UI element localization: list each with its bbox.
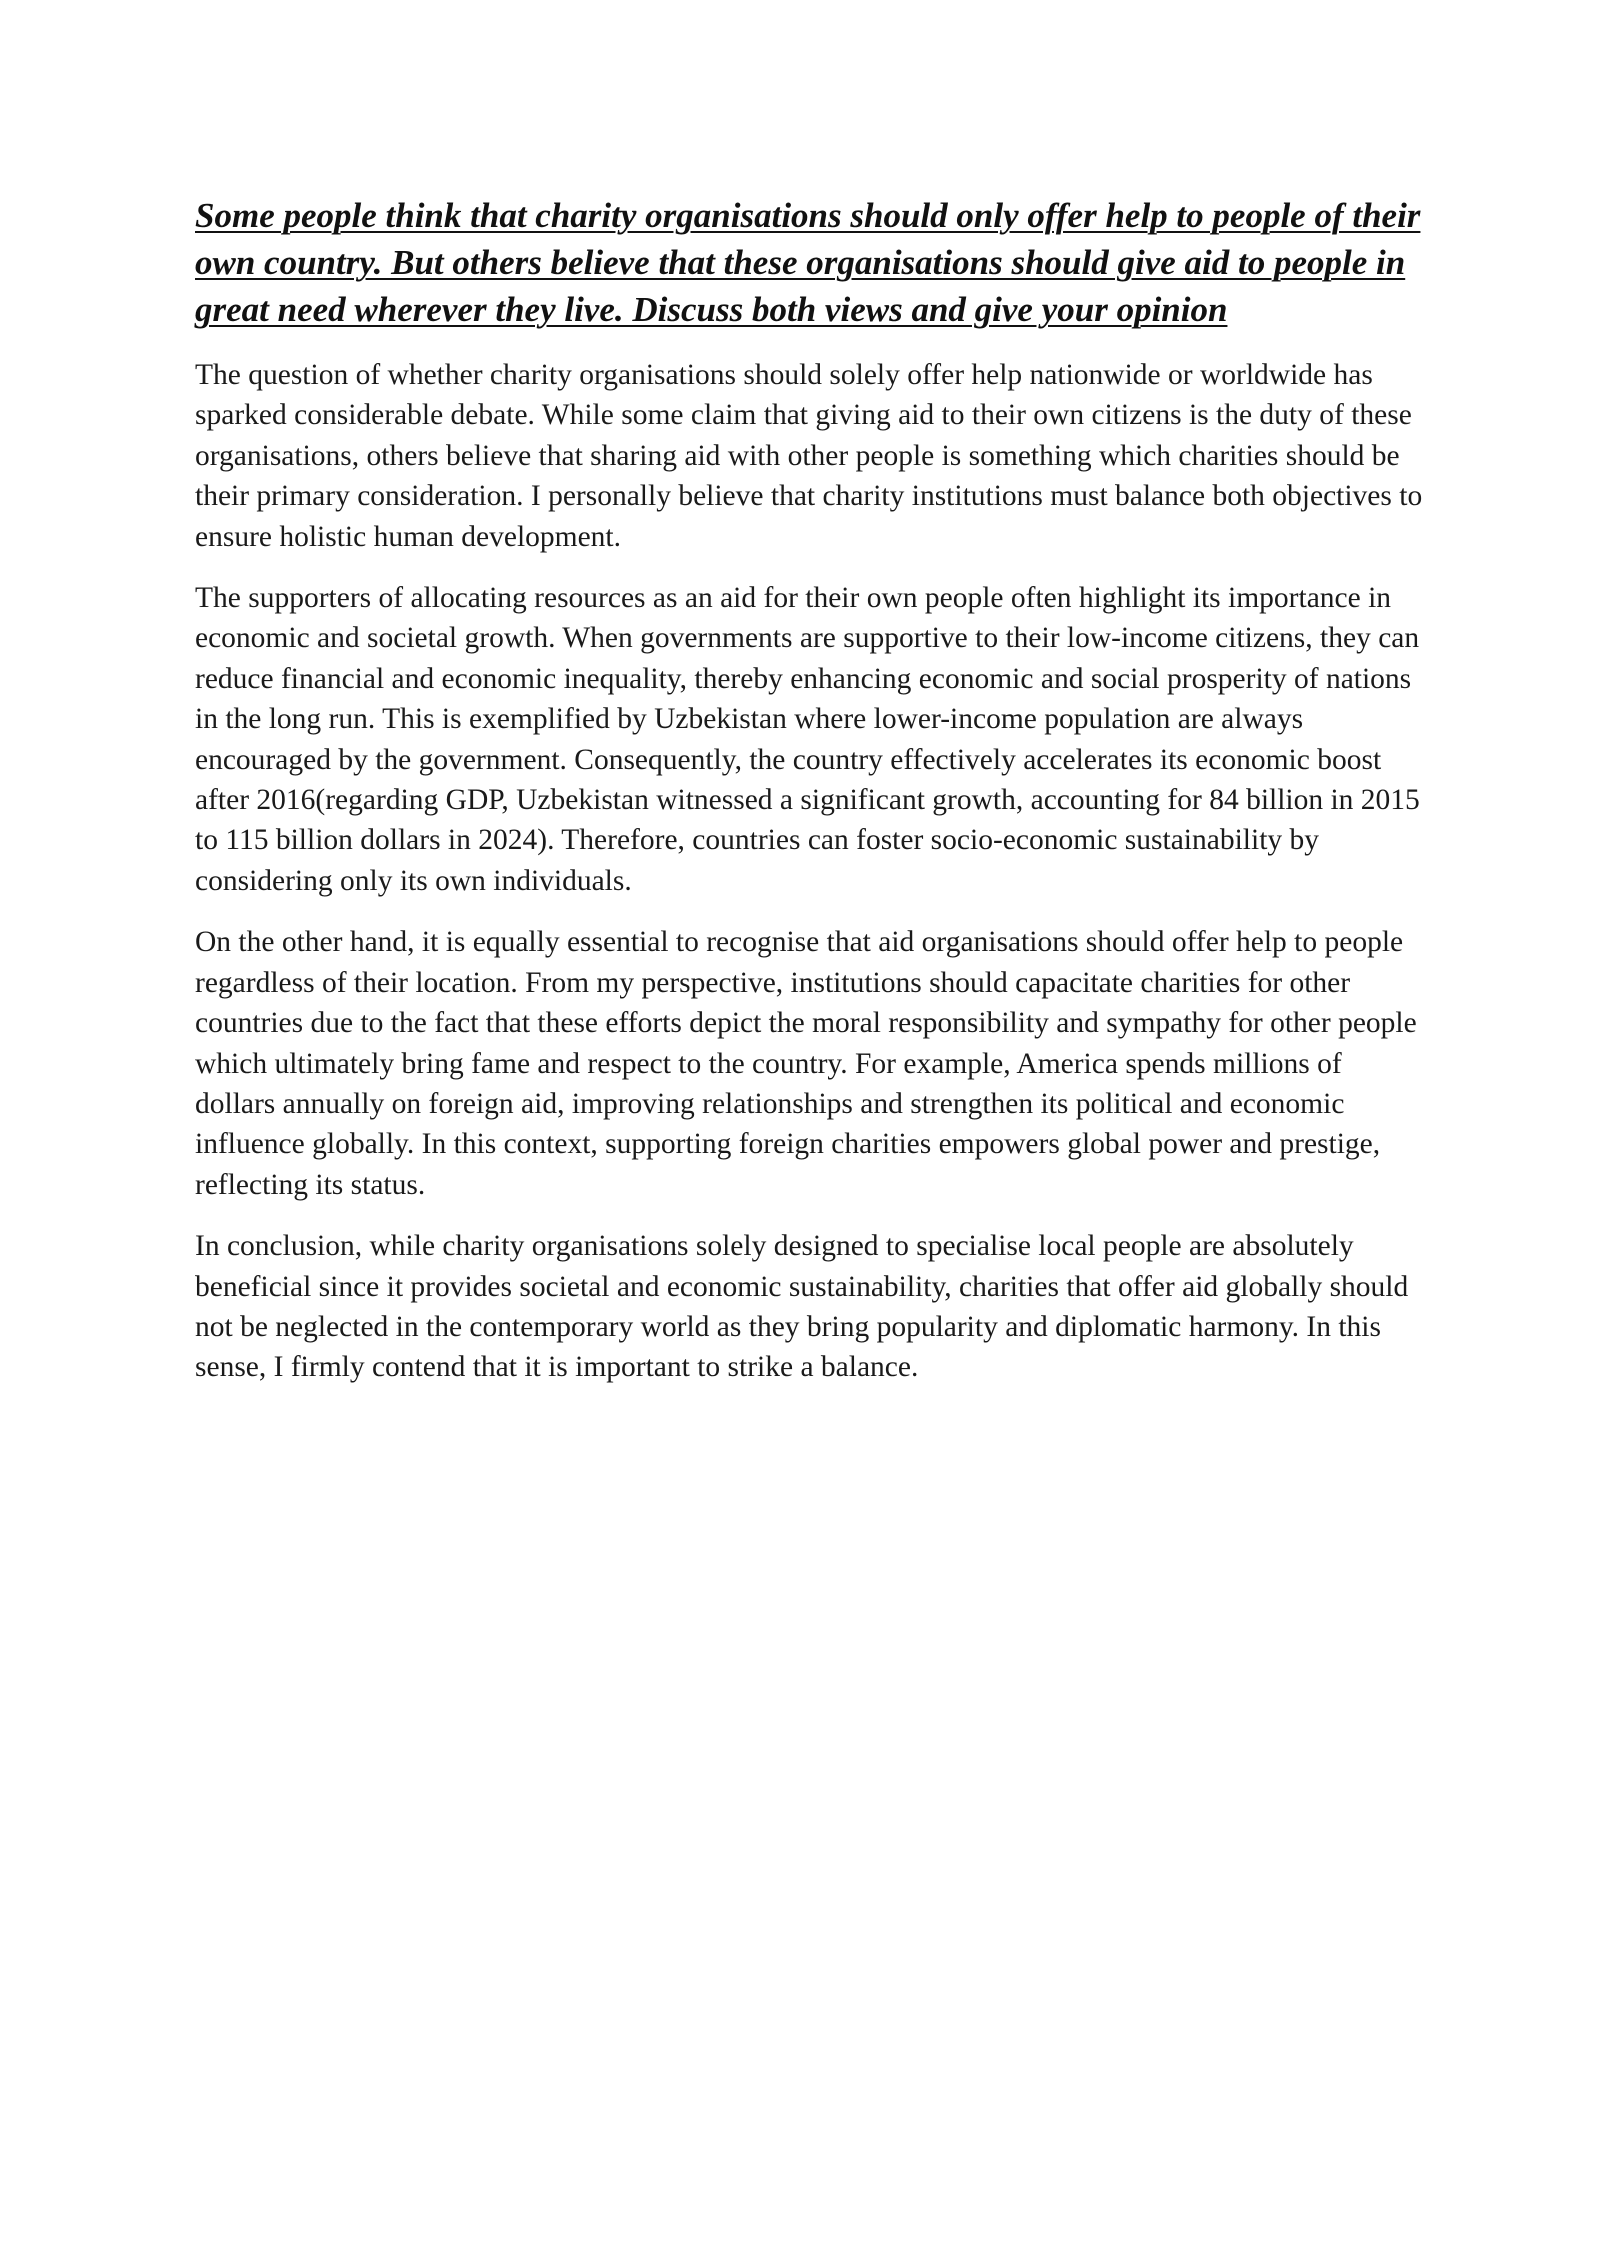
body-paragraph-1: The supporters of allocating resources as an aid for their own people often highlight its importance in economic and societal growth. When governments are supportive to their low-income citizens, they can reduce financial and economic inequality, thereby enhancing economic and social prosperity of nations in the long run. This is exemplified by Uzbekistan where lower-income population are always encouraged by the government. Consequently, the country effectively accelerates its economic boost after 2016(regarding GDP, Uzbekistan witnessed a significant growth, accounting for 84 billion in 2015 to 115 billion dollars in 2024). Therefore, countries can foster socio-economic sustainability by considering only its own individuals. — [195, 582, 1420, 897]
body-paragraph-2: On the other hand, it is equally essential to recognise that aid organisations should offer help to people regardless of their location. From my perspective, institutions should capacitate charities for other countries due to the fact that these efforts depict the moral responsibility and sympathy for other people which ultimately bring fame and respect to the country. For example, America spends millions of dollars annually on foreign aid, improving relationships and strengthen its political and economic influence globally. In this context, supporting foreign charities empowers global power and prestige, reflecting its status. — [195, 926, 1417, 1201]
conclusion-paragraph: In conclusion, while charity organisations solely designed to specialise local people are absolutely beneficial since it provides societal and economic sustainability, charities that offer aid globally should not be neglected in the contemporary world as they bring popularity and diplomatic harmony. In this sense, I firmly contend that it is important to strike a balance. — [195, 1230, 1409, 1384]
document-body — [195, 192, 1425, 1409]
essay-question-title: Some people think that charity organisations should only offer help to people of their own country. But others believe that these organisations should give aid to people in great need wherever they live. Discuss both views and give your opinion — [195, 196, 1421, 329]
introduction-paragraph: The question of whether charity organisations should solely offer help nationwide or worldwide has sparked considerable debate. While some claim that giving aid to their own citizens is the duty of these organisations, others believe that sharing aid with other people is something which charities should be their primary consideration. I personally believe that charity institutions must balance both objectives to ensure holistic human development. — [195, 359, 1423, 553]
